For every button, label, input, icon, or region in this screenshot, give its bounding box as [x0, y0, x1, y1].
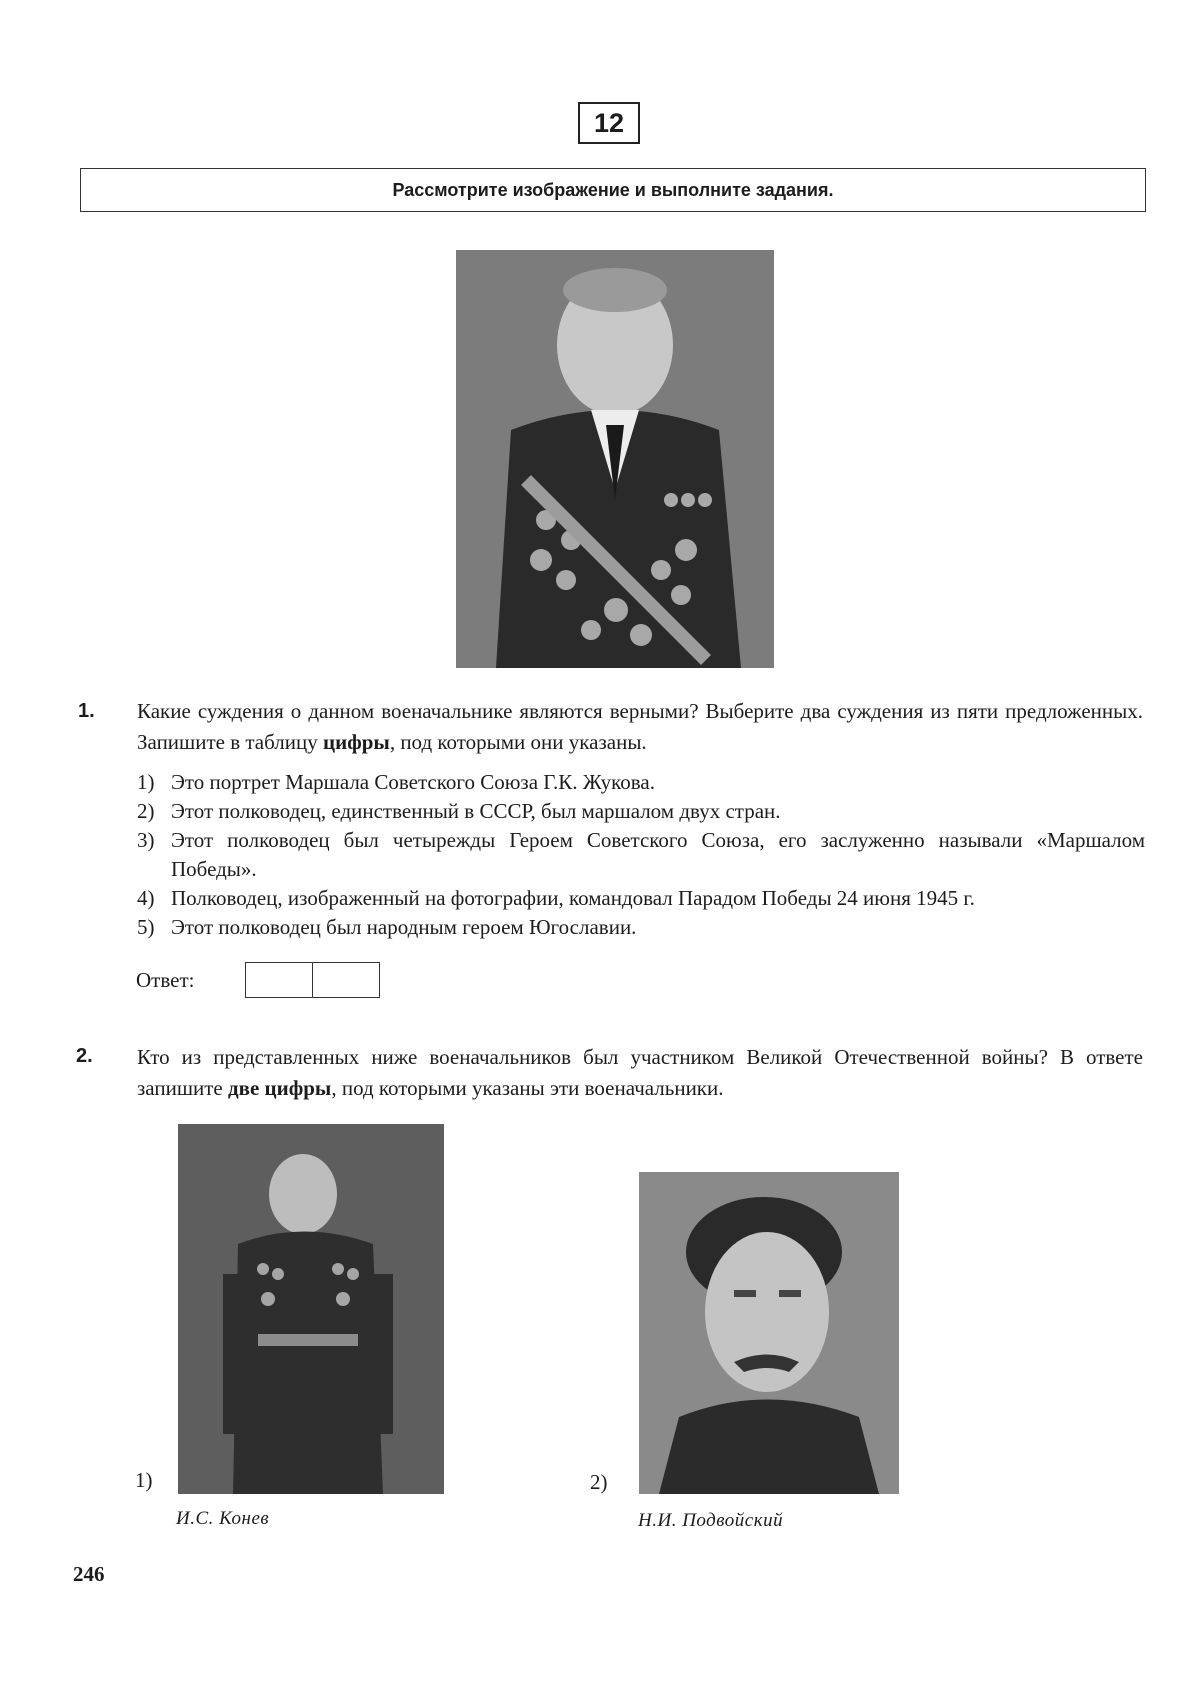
photo-konev	[178, 1124, 444, 1494]
main-portrait-photo	[456, 250, 774, 668]
answer-box[interactable]	[245, 962, 380, 998]
instruction-text: Рассмотрите изображение и выполните задания.	[392, 180, 834, 200]
q1-option-5: 5) Этот полководец был народным героем Югославии.	[137, 915, 637, 939]
q1-option-1: 1) Это портрет Маршала Советского Союза Г.К. Жукова.	[137, 770, 655, 794]
q2-number: 2.	[76, 1045, 93, 1067]
photo-2-label: 2)	[590, 1470, 608, 1494]
q1-options	[137, 768, 1145, 942]
q1-option-3: 3) Этот полководец был четырежды Героем Советского Союза, его заслуженно называли «Маршалом Победы».	[137, 828, 1145, 881]
instruction-banner	[80, 168, 1146, 212]
answer-cell-2[interactable]	[312, 963, 379, 997]
task-number: 12	[593, 108, 625, 138]
q1-option-2: 2) Этот полководец, единственный в СССР, был маршалом двух стран.	[137, 799, 781, 823]
page-number: 246	[73, 1562, 105, 1586]
q1-option-4: 4) Полководец, изображенный на фотографии, командовал Парадом Победы 24 июня 1945 г.	[137, 886, 975, 910]
task-number-box	[578, 102, 640, 144]
photo-1-label: 1)	[135, 1468, 153, 1492]
q1-number: 1.	[78, 700, 95, 722]
answer-label: Ответ:	[136, 968, 195, 992]
answer-cell-1[interactable]	[246, 963, 312, 997]
q1-text: Какие суждения о данном военачальнике являются верными? Выберите два суждения из пяти предложенных. Запишите в таблицу цифры, под которыми они указаны.	[137, 699, 1143, 754]
photo-2-caption: Н.И. Подвойский	[638, 1510, 784, 1531]
photo-1-caption: И.С. Конев	[176, 1508, 270, 1529]
photo-podvoisky	[639, 1172, 899, 1494]
q2-text: Кто из представленных ниже военачальников был участником Великой Отечественной войны? В ответе запишите две цифры, под которыми указаны эти военачальники.	[137, 1045, 1143, 1100]
